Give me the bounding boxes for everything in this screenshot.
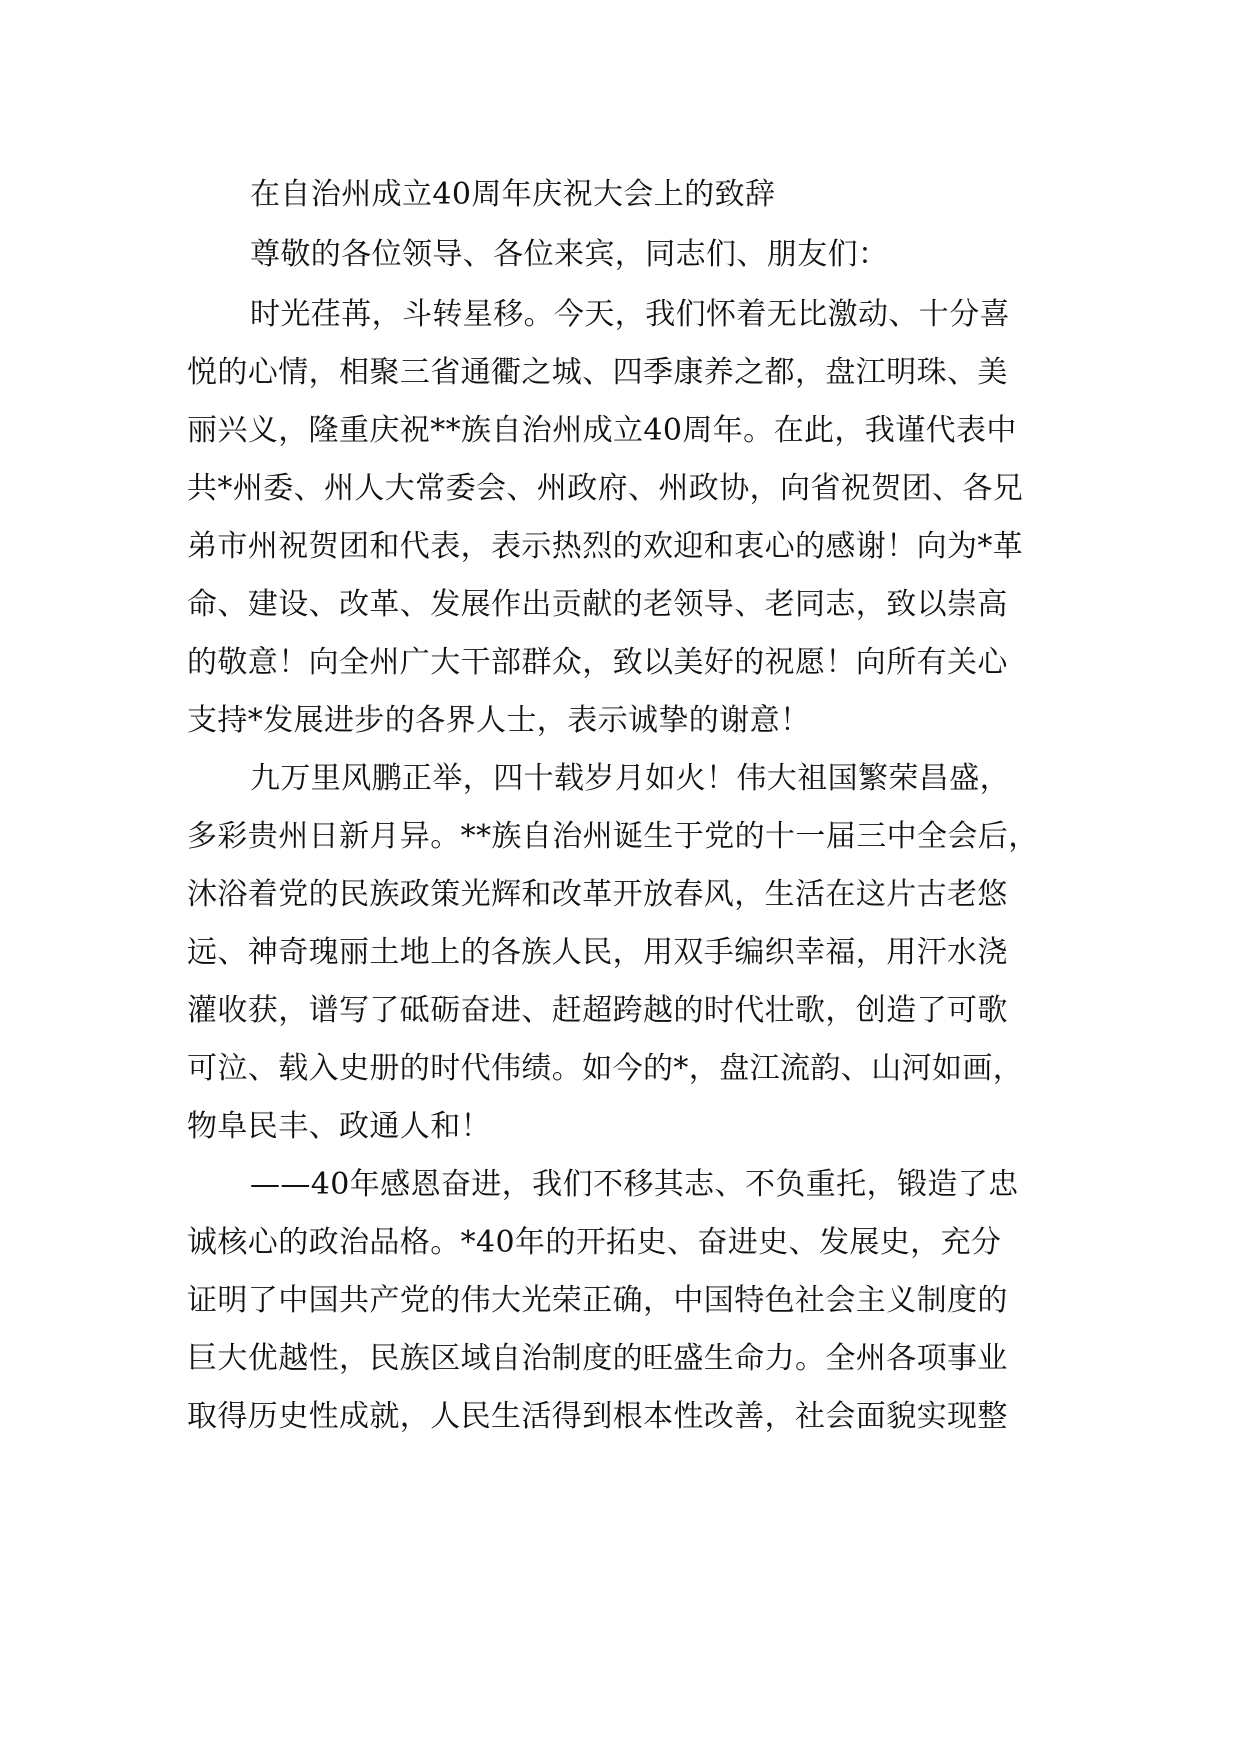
paragraph-line: 命、建设、改革、发展作出贡献的老领导、老同志，致以崇高 — [187, 587, 1008, 622]
paragraph-line: 物阜民丰、政通人和！ — [187, 1109, 491, 1144]
paragraph-line: ——40年感恩奋进，我们不移其志、不负重托，锻造了忠 — [250, 1167, 1019, 1202]
document-greeting: 尊敬的各位领导、各位来宾，同志们、朋友们： — [250, 237, 889, 272]
paragraph-line: 沐浴着党的民族政策光辉和改革开放春风，生活在这片古老悠 — [187, 877, 1008, 912]
paragraph-line: 多彩贵州日新月异。**族自治州诞生于党的十一届三中全会后， — [187, 819, 1039, 854]
paragraph-line: 九万里风鹏正举，四十载岁月如火！伟大祖国繁荣昌盛， — [250, 761, 1010, 796]
paragraph-line: 共*州委、州人大常委会、州政府、州政协，向省祝贺团、各兄 — [187, 471, 1024, 506]
paragraph-line: 可泣、载入史册的时代伟绩。如今的*，盘江流韵、山河如画， — [187, 1051, 1024, 1086]
paragraph-line: 的敬意！向全州广大干部群众，致以美好的祝愿！向所有关心 — [187, 645, 1008, 680]
paragraph-line: 悦的心情，相聚三省通衢之城、四季康养之都，盘江明珠、美 — [187, 355, 1008, 390]
paragraph-line: 巨大优越性，民族区域自治制度的旺盛生命力。全州各项事业 — [187, 1341, 1008, 1376]
paragraph-line: 诚核心的政治品格。*40年的开拓史、奋进史、发展史，充分 — [187, 1225, 1002, 1260]
document-title: 在自治州成立40周年庆祝大会上的致辞 — [250, 177, 776, 212]
paragraph-line: 弟市州祝贺团和代表，表示热烈的欢迎和衷心的感谢！向为*革 — [187, 529, 1024, 564]
paragraph-line: 取得历史性成就，人民生活得到根本性改善，社会面貌实现整 — [187, 1399, 1008, 1434]
paragraph-line: 时光荏苒，斗转星移。今天，我们怀着无比激动、十分喜 — [250, 297, 1010, 332]
paragraph-line: 支持*发展进步的各界人士，表示诚挚的谢意！ — [187, 703, 811, 738]
paragraph-line: 证明了中国共产党的伟大光荣正确，中国特色社会主义制度的 — [187, 1283, 1008, 1318]
paragraph-line: 灌收获，谱写了砥砺奋进、赶超跨越的时代壮歌，创造了可歌 — [187, 993, 1008, 1028]
paragraph-line: 丽兴义，隆重庆祝**族自治州成立40周年。在此，我谨代表中 — [187, 413, 1017, 448]
paragraph-line: 远、神奇瑰丽土地上的各族人民，用双手编织幸福，用汗水浇 — [187, 935, 1008, 970]
